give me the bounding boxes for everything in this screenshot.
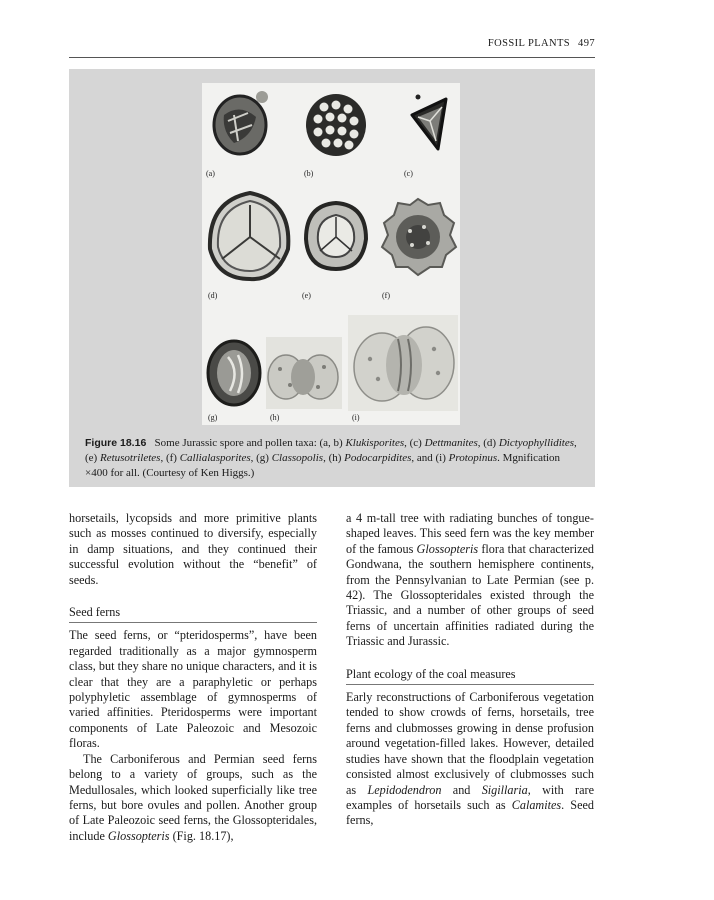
paragraph-text: flora that characterized Gondwana, the southern hemisphere continents, from the Pennsylvanian to Late Permian (see p. 42). The Glossopteridales existed through the Triassic, and a number of other groups of seed ferns of uncertain affinities radiated during the Triassic and Jurassic. <box>346 541 594 649</box>
pollen-g-image <box>204 337 264 413</box>
panel-b <box>298 85 378 179</box>
spore-a-image <box>204 85 282 163</box>
panel-h <box>264 337 344 423</box>
panel-c-label: (c) <box>404 169 413 178</box>
caption-taxon: Retusotriletes <box>99 452 161 464</box>
pollen-h-image <box>264 337 344 413</box>
running-head-title: FOSSIL PLANTS <box>487 38 571 49</box>
caption-text: , (g) <box>250 452 272 464</box>
section-heading-coal-measures: Plant ecology of the coal measures <box>346 667 594 685</box>
caption-text: Some Jurassic spore and pollen taxa: (a, b) <box>154 437 346 449</box>
panel-f-label: (f) <box>382 291 390 300</box>
caption-text: . Mgnification ×400 for all. (Courtesy of Ken Higgs.) <box>85 452 561 479</box>
spore-f-image <box>376 187 460 283</box>
spore-b-image <box>298 85 378 165</box>
spore-d-image <box>204 187 296 283</box>
panel-d <box>204 187 296 299</box>
panel-e-label: (e) <box>302 291 311 300</box>
panel-d-label: (d) <box>208 291 218 300</box>
pollen-i-image <box>348 315 458 413</box>
spore-c-image <box>398 85 458 165</box>
caption-text: , (f) <box>160 452 180 464</box>
caption-taxon: Callialasporites <box>179 452 251 464</box>
intro-paragraph: horsetails, lycopsids and more primitive plants such as mosses continued to diversify, especially in damp situations, and they continued their successful evolution without the “benefit” of seeds. <box>69 511 317 587</box>
panel-b-label: (b) <box>304 169 314 178</box>
caption-text: , (c) <box>404 437 425 449</box>
figure-18-16 <box>69 69 595 487</box>
panel-a-label: (a) <box>206 169 215 178</box>
italic-term: Sigillaria <box>481 782 528 797</box>
caption-taxon: Dictyophyllidites <box>498 437 574 449</box>
paragraph-text: , with rare examples of horsetails such as <box>346 782 594 812</box>
caption-taxon: Dettmanites <box>424 437 478 449</box>
paragraph-text: a 4 m-tall tree with radiating bunches of tongue-shaped leaves. This seed fern was the key member of the famous <box>346 511 594 556</box>
glossopteris-paragraph <box>346 511 594 650</box>
caption-text: , and (i) <box>411 452 449 464</box>
panel-a <box>204 85 282 179</box>
caption-taxon: Classopolis <box>271 452 324 464</box>
paragraph-text: (Fig. 18.17), <box>169 828 234 843</box>
caption-text: , (h) <box>323 452 345 464</box>
figure-label: Figure 18.16 <box>85 437 147 449</box>
caption-text: , (e) <box>85 437 577 464</box>
caption-taxon: Podocarpidites <box>344 452 412 464</box>
italic-term: Glossopteris <box>107 828 170 843</box>
caption-taxon: Klukisporites <box>345 437 405 449</box>
caption-taxon: Protopinus <box>448 452 498 464</box>
paragraph-text: Early reconstructions of Carboniferous vegetation tended to show crowds of ferns, horsetails, tree ferns and clubmosses growing in dense profusion around vegetation-filled lakes. However, detailed studies have shown that the floodplain vegetation consisted almost exclusively of clubmosses such as <box>346 690 594 797</box>
paragraph-text: . Seed ferns, <box>346 797 594 828</box>
spore-e-image <box>298 193 374 277</box>
caption-text: , (d) <box>477 437 499 449</box>
italic-term: Lepidodendron <box>367 782 442 797</box>
panel-g-label: (g) <box>208 413 218 422</box>
paragraph-text: The Carboniferous and Permian seed ferns belong to a variety of groups, such as the Medullosales, which looked superficially like tree ferns, but bore ovules and pollen. Another group of Late Paleozoic seed ferns, the Glossopteridales, include <box>69 751 317 843</box>
page-number: 497 <box>578 38 595 49</box>
panel-f <box>376 187 460 299</box>
right-column <box>346 511 594 829</box>
left-column <box>69 511 317 844</box>
header-rule <box>69 57 595 58</box>
panel-i-label: (i) <box>352 413 360 422</box>
section-heading-seed-ferns: Seed ferns <box>69 605 317 623</box>
italic-term: Glossopteris <box>416 541 479 556</box>
panel-i <box>348 315 458 423</box>
figure-caption <box>85 436 579 481</box>
ecology-paragraph <box>346 690 594 829</box>
seed-ferns-paragraph-2 <box>69 752 317 844</box>
panel-g <box>204 337 264 423</box>
paragraph-text: and <box>441 782 482 797</box>
panel-e <box>298 193 374 299</box>
panel-c <box>398 85 458 179</box>
micrograph-plate <box>202 83 460 425</box>
italic-term: Calamites <box>511 797 562 812</box>
running-head <box>69 38 595 49</box>
panel-h-label: (h) <box>270 413 280 422</box>
seed-ferns-paragraph-1: The seed ferns, or “pteridosperms”, have been regarded traditionally as a major gymnosperm class, but they share no unique characters, and it is clear that they are a paraphyletic or perhaps polyphyletic assemblage of gymnosperms of varied affinities. Pteridosperms were important components of Late Paleozoic and Mesozoic floras. <box>69 628 317 751</box>
